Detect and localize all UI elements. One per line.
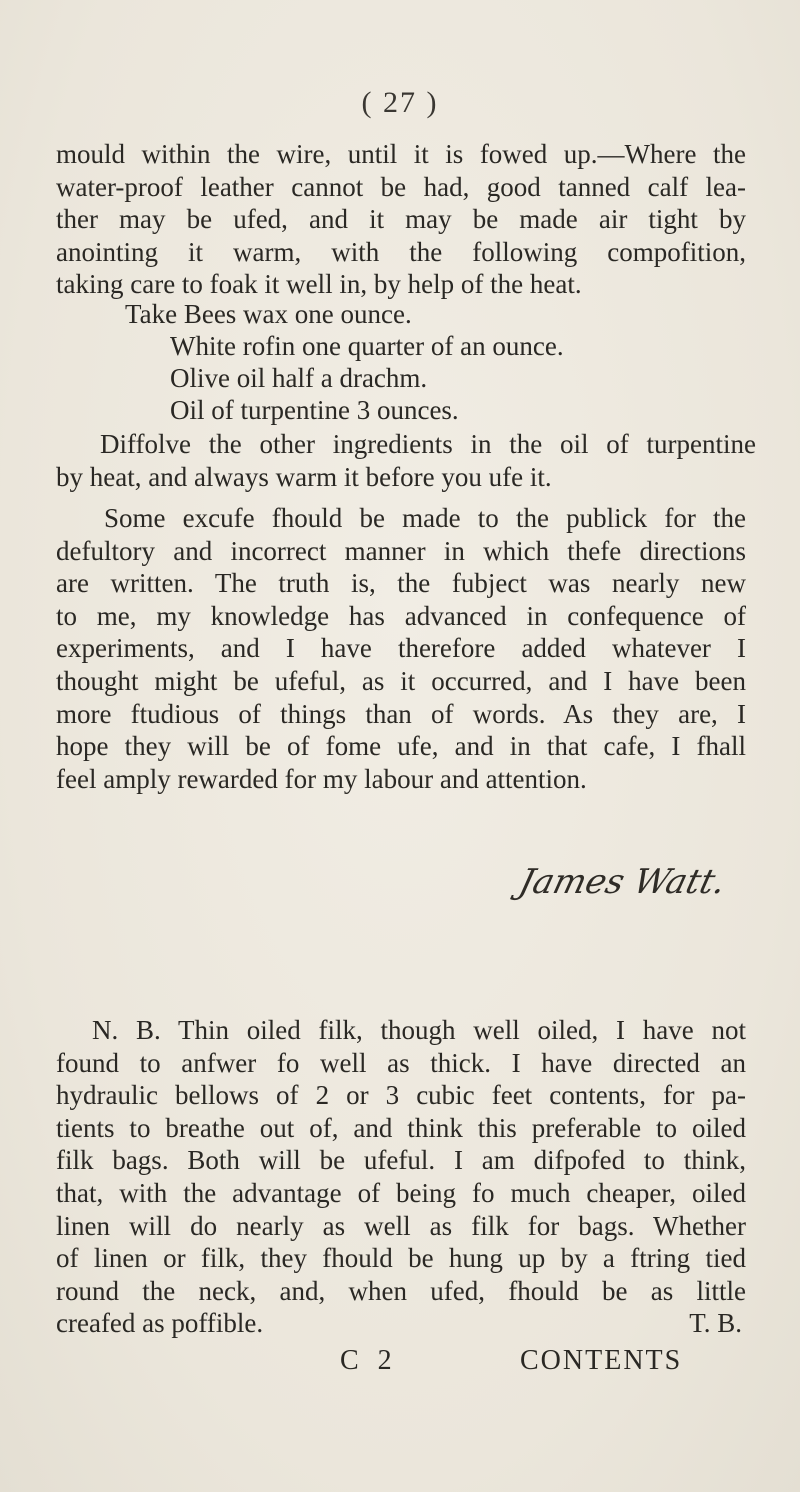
signature-mark: C 2 bbox=[340, 1345, 398, 1376]
paragraph-2 bbox=[56, 428, 756, 493]
text-line: more ftudious of things than of words. As they are, I bbox=[56, 698, 746, 729]
text-line: defultory and incorrect manner in which thefe directions bbox=[56, 535, 746, 566]
paragraph-1 bbox=[56, 138, 746, 301]
text-line: ther may be ufed, and it may be made air tight by bbox=[56, 204, 746, 235]
signature-james-watt: James Watt. bbox=[515, 862, 730, 902]
text-line: hydraulic bellows of 2 or 3 cubic feet contents, for pa- bbox=[56, 1080, 746, 1111]
text-line-content: creafed as poffible. bbox=[56, 1308, 264, 1339]
page-footer bbox=[0, 1345, 800, 1385]
text-line: to me, my knowledge has advanced in confequence of bbox=[56, 600, 746, 631]
text-line: that, with the advantage of being fo much cheaper, oiled bbox=[56, 1177, 746, 1208]
text-line: hope they will be of fome ufe, and in that cafe, I fhall bbox=[56, 731, 746, 762]
text-line: by heat, and always warm it before you ufe it. bbox=[56, 461, 552, 492]
text-line: Some excufe fhould be made to the publick for the bbox=[104, 503, 746, 533]
page-number: ( 27 ) bbox=[361, 86, 439, 119]
text-line: taking care to foak it well in, by help of the heat. bbox=[56, 269, 582, 300]
nb-initials: T. B. bbox=[689, 1308, 742, 1339]
recipe-item: Take Bees wax one ounce. bbox=[125, 299, 412, 329]
recipe-item: White rofin one quarter of an ounce. bbox=[170, 331, 564, 361]
text-line: linen will do nearly as well as filk for bags. Whether bbox=[56, 1210, 746, 1241]
text-line: feel amply rewarded for my labour and attention. bbox=[56, 763, 587, 794]
text-line: tients to breathe out of, and think this preferable to oiled bbox=[56, 1112, 746, 1143]
text-line: mould within the wire, until it is fowed up.—Where the bbox=[56, 139, 746, 169]
text-line: are written. The truth is, the fubject was nearly new bbox=[56, 568, 746, 599]
recipe-item: Oil of turpentine 3 ounces. bbox=[170, 395, 459, 425]
text-line: of linen or filk, they fhould be hung up by a ftring tied bbox=[56, 1243, 746, 1274]
text-line: filk bags. Both will be ufeful. I am difpofed to think, bbox=[56, 1145, 746, 1176]
text-line bbox=[56, 1307, 746, 1340]
text-line: round the neck, and, when ufed, fhould be as little bbox=[56, 1275, 746, 1306]
paragraph-nb bbox=[56, 1014, 746, 1340]
text-line: Diffolve the other ingredients in the oil of turpentine bbox=[100, 429, 756, 459]
text-line: N. B. Thin oiled filk, though well oiled, I have not bbox=[92, 1015, 746, 1045]
paragraph-3 bbox=[56, 502, 746, 795]
recipe-item: Olive oil half a drachm. bbox=[170, 363, 428, 393]
text-line: thought might be ufeful, as it occurred, and I have been bbox=[56, 665, 746, 696]
text-line: found to anfwer fo well as thick. I have directed an bbox=[56, 1047, 746, 1078]
text-line: water-proof leather cannot be had, good tanned calf lea- bbox=[56, 171, 746, 202]
catchword: CONTENTS bbox=[520, 1345, 683, 1376]
text-line: experiments, and I have therefore added whatever I bbox=[56, 633, 746, 664]
text-line: anointing it warm, with the following compofition, bbox=[56, 236, 746, 267]
